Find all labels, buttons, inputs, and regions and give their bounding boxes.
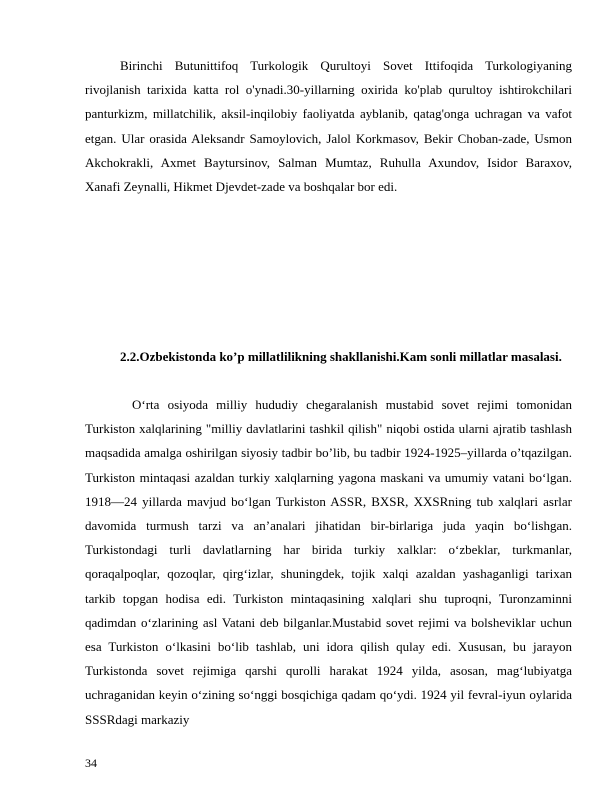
paragraph-turkology-congress: Birinchi Butunittifoq Turkologik Qurultoyi Sovet Ittifoqida Turkologiyaning rivojlanish tarixida katta rol o'ynadi.30-yillarning oxirida ko'plab qurultoy ishtirokchilari panturkizm, millatchilik, aksil-inqilobiy faoliyatda ayblanib, qatag'onga uchragan va vafot etgan. Ular orasida Aleksandr Samoylovich, Jalol Korkmasov, Bekir Choban-zade, Usmon Akchokrakli, Axmet Baytursinov, Salman Mumtaz, Ruhulla Axundov, Isidor Baraxov, Xanafi Zeynalli, Hikmet Djevdet-zade va boshqalar bor edi.: [85, 58, 572, 195]
paragraph-territorial-delimitation: O‘rta osiyoda milliy hududiy chegaralanish mustabid sovet rejimi tomonidan Turkiston xalqlarining "milliy davlatlarini tashkil qilish" niqobi ostida ularni ajratib tashlash maqsadida amalga oshirilgan siyosiy tadbir bo’lib, bu tadbir 1924-1925–yillarda o’tqazilgan. Turkiston mintaqasi azaldan turkiy xalqlarning yagona maskani va umumiy vatani bo‘lgan. 1918—24 yillarda mavjud bo‘lgan Turkiston ASSR, BXSR, XXSRning tub xalqlari asrlar davomida turmush tarzi va an’analari jihatidan bir-birlariga juda yaqin bo‘lishgan. Turkistondagi turli davlatlarning har birida turkiy xalklar: o‘zbeklar, turkmanlar, qoraqalpoqlar, qozoqlar, qirg‘izlar, shuningdek, tojik xalqi azaldan yashaganligi tarixan tarkib topgan hodisa edi. Turkiston mintaqasining xalqlari shu tuproqni, Turonzaminni qadimdan o‘zlarining asl Vatani deb bilganlar.Mustabid sovet rejimi va bolsheviklar uchun esa Turkiston o‘lkasini bo‘lib tashlab, uni idora qilish qulay edi. Xususan, bu jarayon Turkistonda sovet rejimiga qarshi qurolli harakat 1924 yilda, asosan, mag‘lubiyatga uchraganidan keyin o‘zining so‘nggi bosqichiga qadam qo‘ydi. 1924 yil fevral-iyun oylarida SSSRdagi markaziy: [85, 397, 572, 727]
page-number: 34: [85, 756, 97, 770]
section-heading: 2.2.Ozbekistonda ko’p millatlilikning shakllanishi.Kam sonli millatlar masalasi.: [120, 349, 562, 364]
